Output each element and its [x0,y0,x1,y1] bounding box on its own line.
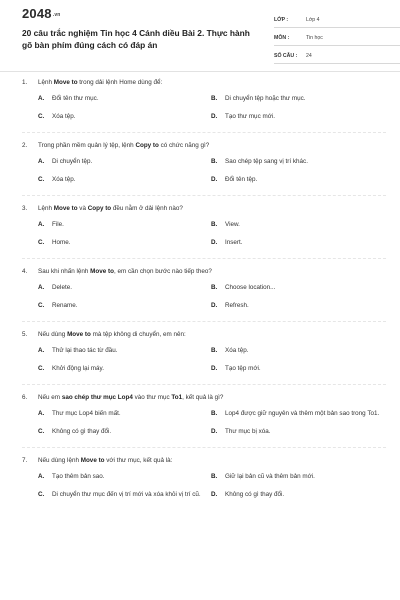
header-divider [0,71,400,72]
answer-options [38,94,386,130]
answer-option[interactable] [38,157,211,166]
option-letter: A. [38,410,45,417]
option-letter: D. [211,113,218,120]
option-letter: B. [211,221,218,228]
question-number: 4. [22,268,28,275]
question-number: 2. [22,142,28,149]
question-1 [22,78,386,133]
answer-option[interactable] [38,427,211,436]
option-letter: C. [38,491,45,498]
answer-option[interactable] [38,283,211,292]
question-stem [22,393,386,402]
answer-option[interactable] [38,409,211,418]
question-text: Lệnh Move to trong dải lệnh Home dùng để: [38,79,163,86]
meta-key: LỚP : [274,17,289,23]
option-text: View. [225,221,240,228]
question-5 [22,330,386,385]
option-text: Di chuyển tệp. [52,158,93,165]
answer-options [38,472,386,508]
option-letter: B. [211,158,218,165]
answer-option[interactable] [211,238,384,247]
answer-option[interactable] [211,283,384,292]
option-text: Thư mục Lop4 biến mất. [52,410,121,417]
option-text: Khởi động lại máy. [52,365,104,372]
question-2 [22,141,386,196]
option-text: File. [52,221,64,228]
answer-option[interactable] [38,301,211,310]
question-separator [22,195,386,196]
answer-option[interactable] [211,409,384,418]
question-stem [22,456,386,465]
question-text: Lệnh Move to và Copy to đều nằm ở dải lệnh nào? [38,205,183,212]
option-text: Insert. [225,239,243,246]
answer-option[interactable] [211,490,384,499]
option-text: Choose location... [225,284,276,291]
option-letter: D. [211,491,218,498]
option-letter: C. [38,302,45,309]
option-text: Lop4 được giữ nguyên và thêm một bản sao trong To1. [225,410,380,417]
question-4 [22,267,386,322]
answer-option[interactable] [38,472,211,481]
question-text: Nếu dùng Move to mà tệp không di chuyển, em nên: [38,331,186,338]
option-text: Không có gì thay đổi. [52,428,112,435]
option-letter: B. [211,473,218,480]
option-letter: D. [211,365,218,372]
option-text: Giữ lại bản cũ và thêm bản mới. [225,473,315,480]
question-stem [22,204,386,213]
option-letter: B. [211,410,218,417]
answer-option[interactable] [211,364,384,373]
option-letter: C. [38,428,45,435]
answer-option[interactable] [38,112,211,121]
answer-option[interactable] [211,175,384,184]
option-letter: D. [211,302,218,309]
option-letter: A. [38,95,45,102]
option-letter: B. [211,95,218,102]
question-text: Trong phần mềm quản lý tệp, lệnh Copy to có chức năng gì? [38,142,210,149]
answer-options [38,409,386,445]
question-number: 5. [22,331,28,338]
option-letter: A. [38,158,45,165]
option-text: Sao chép tệp sang vị trí khác. [225,158,308,165]
option-text: Tạo thêm bản sao. [52,473,105,480]
option-letter: A. [38,347,45,354]
question-separator [22,447,386,448]
option-letter: D. [211,239,218,246]
meta-row-subject [274,31,400,46]
answer-option[interactable] [211,220,384,229]
question-stem [22,78,386,87]
option-text: Xóa tệp. [52,176,76,183]
meta-key: SỐ CÂU : [274,53,298,59]
meta-key: MÔN : [274,35,290,41]
option-text: Rename. [52,302,78,309]
question-6 [22,393,386,448]
answer-option[interactable] [38,220,211,229]
question-text: Nếu dùng lệnh Move to với thư mục, kết quả là: [38,457,173,464]
answer-options [38,283,386,319]
option-letter: A. [38,284,45,291]
option-text: Home. [52,239,71,246]
option-text: Đổi tên tệp. [225,176,258,183]
meta-row-grade [274,13,400,28]
answer-option[interactable] [38,364,211,373]
question-7 [22,456,386,508]
meta-panel [274,13,400,67]
answer-option[interactable] [38,94,211,103]
answer-option[interactable] [38,238,211,247]
option-letter: A. [38,221,45,228]
question-list [22,78,386,508]
option-letter: B. [211,347,218,354]
answer-option[interactable] [211,94,384,103]
question-text: Nếu em sao chép thư mục Lop4 vào thư mục To1, kết quả là gì? [38,394,224,401]
question-separator [22,384,386,385]
option-letter: D. [211,428,218,435]
option-letter: D. [211,176,218,183]
option-text: Đổi tên thư mục. [52,95,99,102]
answer-options [38,220,386,256]
answer-option[interactable] [38,490,211,499]
question-stem [22,330,386,339]
question-stem [22,141,386,150]
question-number: 1. [22,79,28,86]
option-letter: C. [38,239,45,246]
answer-options [38,157,386,193]
answer-option[interactable] [38,346,211,355]
answer-option[interactable] [211,112,384,121]
question-3 [22,204,386,259]
option-text: Tạo thư mục mới. [225,113,275,120]
answer-option[interactable] [38,175,211,184]
question-number: 6. [22,394,28,401]
answer-option[interactable] [211,301,384,310]
site-logo[interactable] [22,6,61,21]
option-text: Tạo tệp mới. [225,365,261,372]
option-text: Thư mục bị xóa. [225,428,271,435]
question-text: Sau khi nhấn lệnh Move to, em cần chọn bước nào tiếp theo? [38,268,212,275]
option-letter: B. [211,284,218,291]
answer-option[interactable] [211,427,384,436]
option-letter: A. [38,473,45,480]
meta-value: Tin học [306,35,323,41]
answer-options [38,346,386,382]
question-separator [22,321,386,322]
question-separator [22,258,386,259]
header [22,0,386,66]
option-text: Di chuyển tệp hoặc thư mục. [225,95,306,102]
logo-text: 2048 [22,6,52,21]
option-letter: C. [38,365,45,372]
question-separator [22,132,386,133]
option-letter: C. [38,176,45,183]
meta-row-count [274,49,400,64]
option-text: Xóa tệp. [52,113,76,120]
logo-suffix: .vn [52,11,61,18]
worksheet-title: 20 câu trắc nghiệm Tin học 4 Cánh diều Bài 2. Thực hành gõ bàn phím đúng cách có đáp án [22,28,250,50]
option-letter: C. [38,113,45,120]
answer-option[interactable] [211,157,384,166]
meta-value: 24 [306,53,312,59]
option-text: Delete. [52,284,72,291]
question-number: 3. [22,205,28,212]
answer-option[interactable] [211,472,384,481]
option-text: Thử lại thao tác từ đầu. [52,347,118,354]
option-text: Không có gì thay đổi. [225,491,285,498]
meta-value: Lớp 4 [306,17,320,23]
question-stem [22,267,386,276]
question-number: 7. [22,457,28,464]
answer-option[interactable] [211,346,384,355]
option-text: Di chuyển thư mục đến vị trí mới và xóa khỏi vị trí cũ. [52,491,201,498]
option-text: Xóa tệp. [225,347,249,354]
option-text: Refresh. [225,302,249,309]
